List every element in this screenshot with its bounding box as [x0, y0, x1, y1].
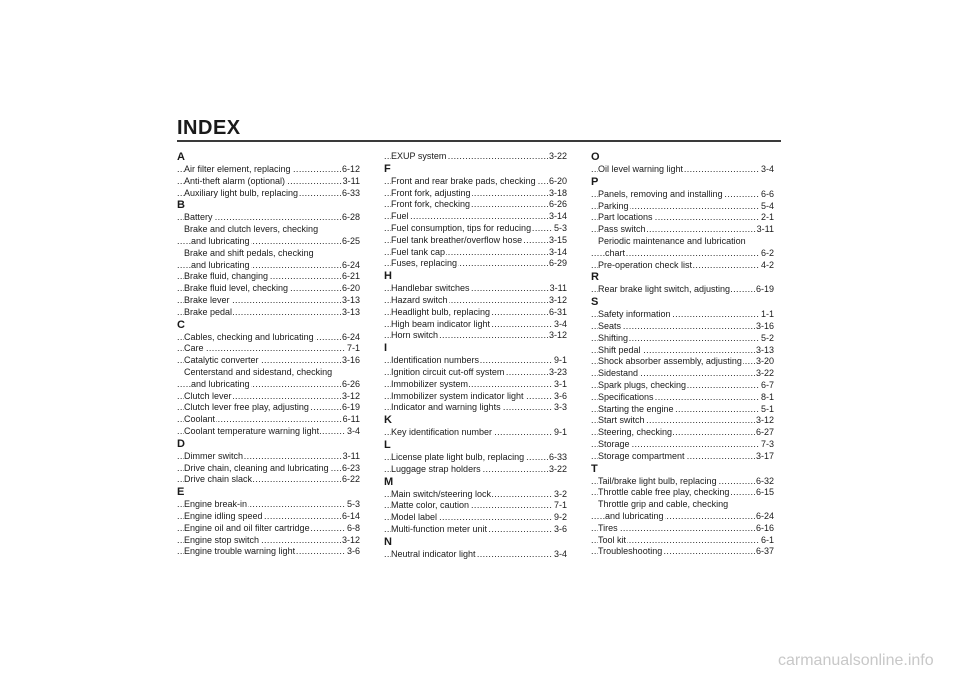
index-entry-text: Shift pedal: [598, 344, 641, 355]
index-entry-text: Luggage strap holders: [391, 463, 481, 474]
index-entry-text: Engine stop switch: [184, 534, 260, 545]
index-entry-page: 6-8: [346, 522, 360, 533]
index-entry: [591, 523, 774, 535]
index-entry-page: 6-28: [341, 212, 360, 223]
index-entry-text: Clutch lever free play, adjusting: [184, 402, 309, 413]
index-letter-heading: H: [384, 270, 392, 283]
index-entry-page: 6-24: [341, 259, 360, 270]
index-entry: [591, 236, 774, 248]
index-entry-text: Brake lever: [184, 294, 230, 305]
index-entry-text: Seats: [598, 320, 622, 331]
index-entry-page: 3-16: [341, 355, 360, 366]
index-entry-page: 8-1: [760, 391, 774, 402]
index-entry-text: Main switch/steering lock: [391, 488, 492, 499]
index-letter-heading: R: [591, 271, 599, 284]
index-entry-page: 3-2: [553, 488, 567, 499]
index-entry-text: Battery: [184, 212, 213, 223]
index-entry: [177, 535, 360, 547]
index-letter-heading: L: [384, 438, 391, 451]
index-entry: [177, 499, 360, 511]
index-entry-text: Tail/brake light bulb, replacing: [598, 475, 717, 486]
index-entry-text: Brake and clutch levers, checking: [184, 224, 319, 235]
index-entry-page: 3-14: [548, 211, 567, 222]
index-entry-continuation: [591, 511, 774, 523]
index-entry-text: Fuses, replacing: [391, 258, 458, 269]
index-entry-page: 6-15: [755, 487, 774, 498]
index-entry: [591, 476, 774, 488]
index-entry-page: 3-4: [760, 164, 774, 174]
page-title: INDEX: [177, 117, 241, 139]
index-entry-page: 7-1: [346, 343, 360, 354]
index-entry-page: 6-20: [548, 175, 567, 186]
index-entry-page: 3-12: [341, 390, 360, 401]
index-entry: [177, 511, 360, 523]
index-entry-text: Spark plugs, checking: [598, 379, 687, 390]
index-entry: [177, 367, 360, 379]
index-entry-text: Brake pedal: [184, 306, 233, 317]
index-entry: [591, 309, 774, 321]
index-entry: [177, 176, 360, 188]
index-entry-page: 6-37: [755, 546, 774, 557]
index-entry-text: Engine break-in: [184, 499, 248, 510]
index-entry-continuation: [591, 248, 774, 260]
index-entry-text: Starting the engine: [598, 403, 674, 414]
index-entry-page: 3-11: [342, 175, 360, 186]
index-entry-continuation: [177, 236, 360, 248]
index-entry-page: 5-3: [553, 222, 567, 233]
index-entry-page: 3-11: [549, 283, 567, 294]
index-entry-text: Key identification number: [391, 427, 493, 438]
index-entry: [384, 188, 567, 200]
index-entry: [591, 380, 774, 392]
index-entry-page: 5-1: [760, 403, 774, 414]
index-entry-text: Model label: [391, 512, 438, 523]
index-entry: [591, 321, 774, 333]
index-entry-text: High beam indicator light: [391, 318, 491, 329]
index-entry: [591, 451, 774, 463]
index-letter-heading: S: [591, 296, 599, 309]
index-entry: [591, 404, 774, 416]
index-entry: [177, 164, 360, 176]
index-entry-page: 6-2: [760, 247, 774, 258]
index-entry: [591, 212, 774, 224]
index-entry-text: Shock absorber assembly, adjusting: [598, 356, 742, 367]
index-entry-continuation: [177, 379, 360, 391]
index-entry: [177, 402, 360, 414]
index-entry-text: Immobilizer system: [391, 378, 469, 389]
index-entry-page: 6-23: [341, 462, 360, 473]
index-entry-page: 2-1: [760, 212, 774, 223]
index-entry: [591, 189, 774, 201]
index-letter-heading: K: [384, 414, 392, 427]
index-entry: [384, 427, 567, 439]
index-entry: [177, 474, 360, 486]
index-entry: [177, 295, 360, 307]
index-entry: [384, 524, 567, 536]
index-letter-heading: C: [177, 318, 185, 331]
index-entry-text: Fuel tank breather/overflow hose: [391, 234, 523, 245]
index-letter-heading: N: [384, 535, 392, 548]
index-entry-page: 6-14: [341, 510, 360, 521]
index-entry-text: Fuel: [391, 211, 409, 222]
index-entry: [384, 549, 567, 561]
index-entry-page: 3-13: [755, 344, 774, 355]
index-entry-page: 3-12: [341, 534, 360, 545]
index-entry: [384, 199, 567, 211]
index-letter-heading: F: [384, 162, 391, 175]
index-entry-page: 3-6: [553, 523, 567, 534]
index-entry-text: Catalytic converter: [184, 355, 259, 366]
index-entry-text: Multi-function meter unit: [391, 523, 488, 534]
index-entry-text: Shifting: [598, 332, 629, 343]
index-entry-page: 6-29: [548, 258, 567, 269]
index-entry: [384, 355, 567, 367]
index-entry-text: Coolant temperature warning light: [184, 425, 320, 436]
index-column-3: [591, 151, 774, 558]
index-entry-page: 4-2: [760, 259, 774, 270]
index-entry-page: 3-17: [755, 450, 774, 461]
index-entry: [591, 224, 774, 236]
index-entry-text: Fuel consumption, tips for reducing: [391, 222, 532, 233]
index-entry: [591, 546, 774, 558]
index-entry: [177, 463, 360, 475]
index-entry: [177, 283, 360, 295]
index-entry-page: 6-24: [341, 331, 360, 342]
index-entry-page: 3-22: [755, 368, 774, 379]
index-entry-page: 3-4: [553, 548, 567, 559]
index-entry-text: Matte color, caution: [391, 500, 470, 511]
index-entry-page: 6-32: [755, 475, 774, 486]
index-entry-text: Steering, checking: [598, 427, 673, 438]
index-entry-page: 3-15: [548, 234, 567, 245]
index-entry-page: 3-3: [553, 402, 567, 413]
index-entry-text: Ignition circuit cut-off system: [391, 366, 505, 377]
index-letter-heading: B: [177, 199, 185, 212]
index-entry: [384, 211, 567, 223]
index-entry-text: EXUP system: [391, 151, 447, 161]
index-entry: [591, 284, 774, 296]
index-entry: [384, 330, 567, 342]
index-entry: [384, 379, 567, 391]
index-entry-page: 9-1: [553, 355, 567, 366]
index-entry-page: 3-1: [553, 378, 567, 389]
index-entry-page: 3-16: [755, 320, 774, 331]
index-entry: [177, 188, 360, 200]
index-entry-text: Brake fluid level, checking: [184, 283, 289, 294]
index-entry-page: 5-2: [760, 332, 774, 343]
index-entry-page: 9-2: [553, 512, 567, 523]
index-entry: [384, 247, 567, 259]
index-entry-text: Pre-operation check list: [598, 259, 693, 270]
index-entry-text: Storage compartment: [598, 450, 685, 461]
index-entry: [384, 402, 567, 414]
index-entry-page: 6-22: [341, 474, 360, 485]
index-entry-page: 3-11: [756, 224, 774, 235]
index-entry: [591, 368, 774, 380]
index-entry: [177, 355, 360, 367]
index-entry-text: Anti-theft alarm (optional): [184, 175, 286, 186]
index-entry-page: 6-24: [755, 510, 774, 521]
index-entry-page: 6-16: [755, 522, 774, 533]
index-entry: [384, 151, 567, 163]
index-entry: [177, 546, 360, 558]
index-entry-text: Throttle grip and cable, checking: [598, 499, 729, 510]
index-entry: [591, 439, 774, 451]
index-entry: [384, 176, 567, 188]
index-entry-text: Engine idling speed: [184, 510, 263, 521]
index-entry-page: 6-1: [760, 534, 774, 545]
index-entry: [177, 343, 360, 355]
index-entry-page: 6-7: [760, 379, 774, 390]
index-entry-page: 3-12: [548, 330, 567, 341]
index-entry-text: and lubricating: [605, 510, 664, 521]
index-entry-text: Parking: [598, 200, 629, 211]
index-entry: [177, 248, 360, 260]
index-entry: [384, 500, 567, 512]
index-entry-text: Care: [184, 343, 204, 354]
index-entry-text: Storage: [598, 438, 630, 449]
index-entry: [177, 451, 360, 463]
index-entry-text: Part locations: [598, 212, 653, 223]
index-entry-text: Troubleshooting: [598, 546, 663, 557]
index-entry-page: 3-20: [755, 356, 774, 367]
index-entry-page: 6-31: [548, 306, 567, 317]
index-entry: [384, 223, 567, 235]
index-entry: [177, 414, 360, 426]
index-letter-heading: E: [177, 486, 185, 499]
index-entry-page: 3-4: [553, 318, 567, 329]
index-entry: [591, 487, 774, 499]
index-entry-page: 6-21: [341, 271, 360, 282]
index-entry-page: 6-12: [341, 164, 360, 174]
index-entry-text: and lubricating: [191, 378, 250, 389]
index-letter-heading: O: [591, 151, 600, 163]
watermark: carmanualsonline.info: [778, 652, 934, 669]
index-entry: [384, 489, 567, 501]
index-entry-text: Front and rear brake pads, checking: [391, 175, 536, 186]
index-entry-text: Engine trouble warning light: [184, 546, 296, 557]
index-entry-text: Specifications: [598, 391, 654, 402]
index-letter-heading: D: [177, 437, 185, 450]
index-entry-page: 6-33: [548, 451, 567, 462]
index-entry-page: 6-33: [341, 187, 360, 198]
index-entry-page: 3-13: [341, 306, 360, 317]
index-entry-text: and lubricating: [191, 235, 250, 246]
index-entry: [591, 333, 774, 345]
index-entry-text: Immobilizer system indicator light: [391, 390, 524, 401]
index-entry: [384, 464, 567, 476]
index-entry: [384, 235, 567, 247]
index-entry-text: Sidestand: [598, 368, 639, 379]
index-entry: [177, 307, 360, 319]
index-entry-text: and lubricating: [191, 259, 250, 270]
index-entry-text: chart: [605, 247, 626, 258]
index-entry-text: Auxiliary light bulb, replacing: [184, 187, 299, 198]
index-entry-page: 3-6: [553, 390, 567, 401]
index-entry-text: Cables, checking and lubricating: [184, 331, 314, 342]
index-entry: [384, 391, 567, 403]
title-rule: [177, 140, 781, 142]
index-entry-text: Panels, removing and installing: [598, 188, 723, 199]
index-entry-text: Centerstand and sidestand, checking: [184, 366, 333, 377]
index-entry-page: 3-22: [548, 151, 567, 161]
index-entry-text: Rear brake light switch, adjusting: [598, 284, 731, 295]
index-letter-heading: P: [591, 175, 599, 188]
index-entry-text: Safety information: [598, 309, 671, 320]
index-entry-page: 6-19: [341, 402, 360, 413]
index-entry: [591, 415, 774, 427]
index-entry-continuation: [177, 260, 360, 272]
index-entry-page: 3-14: [548, 246, 567, 257]
index-entry: [591, 164, 774, 176]
index-entry-text: Tires: [598, 522, 618, 533]
index-entry-text: Throttle cable free play, checking: [598, 487, 730, 498]
index-entry-text: Dimmer switch: [184, 450, 244, 461]
index-entry-page: 3-12: [755, 415, 774, 426]
index-entry-page: 6-26: [548, 199, 567, 210]
index-entry: [591, 201, 774, 213]
index-entry-page: 7-1: [553, 500, 567, 511]
index-entry-page: 3-22: [548, 463, 567, 474]
index-entry: [384, 452, 567, 464]
index-entry-text: Drive chain slack: [184, 474, 253, 485]
index-entry-page: 3-6: [346, 546, 360, 557]
index-entry: [384, 319, 567, 331]
index-entry-page: 3-23: [548, 366, 567, 377]
index-letter-heading: T: [591, 462, 598, 475]
index-entry: [177, 224, 360, 236]
index-entry: [177, 391, 360, 403]
index-entry: [177, 426, 360, 438]
index-entry-text: Tool kit: [598, 534, 627, 545]
index-entry-page: 6-20: [341, 283, 360, 294]
index-entry-text: Headlight bulb, replacing: [391, 306, 491, 317]
index-entry-page: 3-18: [548, 187, 567, 198]
index-entry-page: 3-4: [346, 425, 360, 436]
index-column-1: [177, 151, 360, 558]
index-entry-text: Horn switch: [391, 330, 439, 341]
index-entry-page: 5-4: [760, 200, 774, 211]
index-entry-text: Brake and shift pedals, checking: [184, 247, 314, 258]
index-entry-page: 3-11: [342, 450, 360, 461]
index-entry: [591, 260, 774, 272]
index-entry-text: Periodic maintenance and lubrication: [598, 235, 746, 246]
index-entry: [591, 535, 774, 547]
index-entry-page: 6-11: [342, 414, 360, 425]
index-entry: [384, 283, 567, 295]
index-column-2: [384, 151, 567, 561]
index-entry: [384, 258, 567, 270]
index-entry-text: Handlebar switches: [391, 283, 470, 294]
index-entry-page: 6-26: [341, 378, 360, 389]
index-entry-text: Identification numbers: [391, 355, 480, 366]
index-letter-heading: M: [384, 475, 394, 488]
index-entry-page: 1-1: [760, 309, 774, 320]
index-entry: [591, 392, 774, 404]
index-entry: [177, 212, 360, 224]
index-entry-text: License plate light bulb, replacing: [391, 451, 525, 462]
index-entry-page: 5-3: [346, 499, 360, 510]
index-letter-heading: I: [384, 342, 388, 355]
index-entry-page: 6-27: [755, 427, 774, 438]
index-entry: [384, 367, 567, 379]
index-entry: [591, 345, 774, 357]
index-entry-text: Hazard switch: [391, 294, 448, 305]
index-entry-text: Oil level warning light: [598, 164, 684, 174]
index-entry: [177, 523, 360, 535]
index-entry-page: 6-6: [760, 188, 774, 199]
index-entry-page: 3-12: [548, 294, 567, 305]
index-entry-text: Fuel tank cap: [391, 246, 446, 257]
index-entry-text: Drive chain, cleaning and lubricating: [184, 462, 329, 473]
index-entry-text: Brake fluid, changing: [184, 271, 269, 282]
index-entry-text: Front fork, adjusting: [391, 187, 471, 198]
index-entry-page: 6-19: [755, 284, 774, 295]
index-entry: [177, 332, 360, 344]
index-entry: [384, 307, 567, 319]
index-entry-page: 3-13: [341, 294, 360, 305]
index-entry-page: 7-3: [760, 438, 774, 449]
index-entry-page: 9-1: [553, 427, 567, 438]
index-entry-text: Engine oil and oil filter cartridge: [184, 522, 310, 533]
index-entry-text: Coolant: [184, 414, 216, 425]
index-entry: [591, 427, 774, 439]
index-entry-text: Pass switch: [598, 224, 646, 235]
index-entry: [591, 356, 774, 368]
index-entry-text: Start switch: [598, 415, 645, 426]
index-entry: [177, 271, 360, 283]
index-entry: [384, 295, 567, 307]
index-entry: [591, 499, 774, 511]
index-entry-text: Clutch lever: [184, 390, 232, 401]
index-entry: [384, 512, 567, 524]
index-entry-text: Air filter element, replacing: [184, 164, 291, 174]
index-entry-text: Neutral indicator light: [391, 548, 476, 559]
index-entry-page: 6-25: [341, 235, 360, 246]
index-letter-heading: A: [177, 151, 185, 163]
index-entry-text: Indicator and warning lights: [391, 402, 501, 413]
index-entry-text: Front fork, checking: [391, 199, 471, 210]
